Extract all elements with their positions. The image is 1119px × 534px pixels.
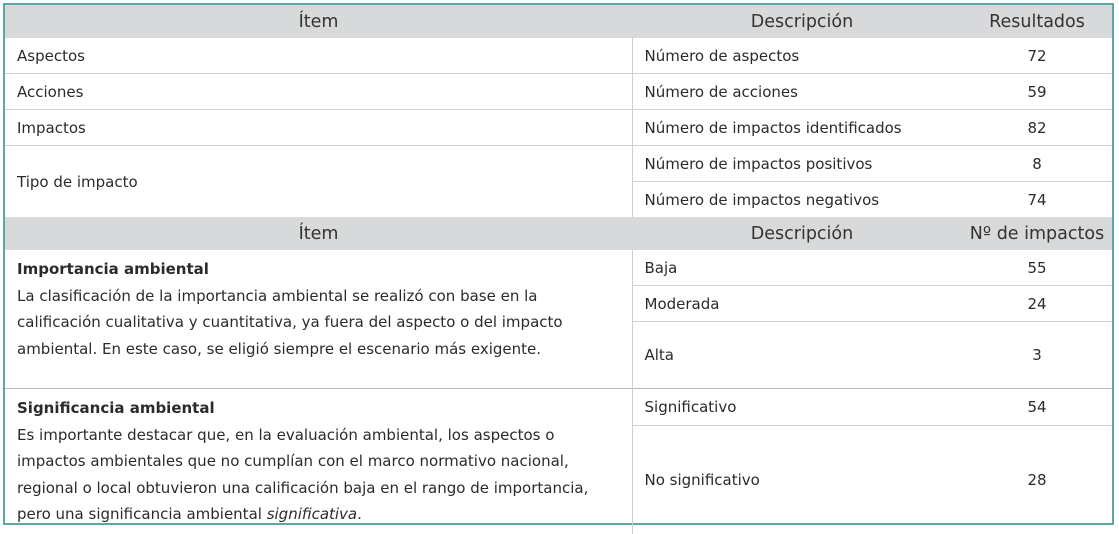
row-value: 28 bbox=[962, 426, 1112, 534]
row-description: Número de aspectos bbox=[632, 38, 962, 74]
row-description: Significativo bbox=[632, 389, 962, 426]
significancia-text bbox=[17, 422, 614, 528]
table2-header-item: Ítem bbox=[5, 217, 632, 250]
row-description: No significativo bbox=[632, 426, 962, 534]
table2-header-description: Descripción bbox=[632, 217, 962, 250]
row-value: 54 bbox=[962, 389, 1112, 426]
row-item: Aspectos bbox=[17, 46, 85, 65]
importancia-cell bbox=[5, 250, 632, 389]
row-description: Número de impactos identificados bbox=[632, 110, 962, 146]
importancia-text: La clasificación de la importancia ambiental se realizó con base en la calificación cualitativa y cuantitativa, ya fuera del aspecto o del impacto ambiental. En este caso, se eligió siempre el escenario más exigente. bbox=[17, 286, 563, 358]
table-row bbox=[5, 389, 1112, 426]
row-item: Impactos bbox=[5, 110, 632, 146]
row-value: 3 bbox=[962, 322, 1112, 389]
table-row bbox=[5, 74, 1112, 110]
row-description: Número de impactos positivos bbox=[632, 146, 962, 182]
results-table bbox=[5, 5, 1112, 534]
row-value: 72 bbox=[1027, 46, 1047, 65]
results-table-frame bbox=[3, 3, 1114, 525]
table1-header-item: Ítem bbox=[5, 5, 632, 38]
row-item-tipo-impacto: Tipo de impacto bbox=[5, 146, 632, 218]
row-value: 8 bbox=[962, 146, 1112, 182]
table-row bbox=[5, 110, 1112, 146]
row-item: Acciones bbox=[5, 74, 632, 110]
row-description: Número de acciones bbox=[632, 74, 962, 110]
table1-header-row bbox=[5, 5, 1112, 38]
table-row bbox=[5, 250, 1112, 286]
table1-header-results: Resultados bbox=[962, 5, 1112, 38]
significancia-text-end: . bbox=[357, 505, 362, 523]
row-value: 59 bbox=[962, 74, 1112, 110]
row-description: Alta bbox=[632, 322, 962, 389]
importancia-title: Importancia ambiental bbox=[17, 260, 209, 278]
row-value: 55 bbox=[1027, 258, 1047, 277]
row-value: 82 bbox=[962, 110, 1112, 146]
significancia-title: Significancia ambiental bbox=[17, 399, 215, 417]
row-value: 24 bbox=[962, 286, 1112, 322]
row-value: 74 bbox=[962, 182, 1112, 218]
table1-header-description: Descripción bbox=[632, 5, 962, 38]
row-description: Número de impactos negativos bbox=[632, 182, 962, 218]
table2-header-count: Nº de impactos bbox=[962, 217, 1112, 250]
row-description: Baja bbox=[632, 250, 962, 286]
table-row bbox=[5, 38, 1112, 74]
significancia-text-main: Es importante destacar que, en la evaluación ambiental, los aspectos o impactos ambientales que no cumplían con el marco normativo nacional, regional o local obtuvieron una calificación baja en el rango de importancia, pero una significancia ambiental bbox=[17, 425, 589, 523]
significancia-text-italic: significativa bbox=[266, 505, 358, 523]
significancia-cell bbox=[5, 389, 632, 534]
table-row bbox=[5, 146, 1112, 182]
row-description: Moderada bbox=[632, 286, 962, 322]
table2-header-row bbox=[5, 217, 1112, 250]
